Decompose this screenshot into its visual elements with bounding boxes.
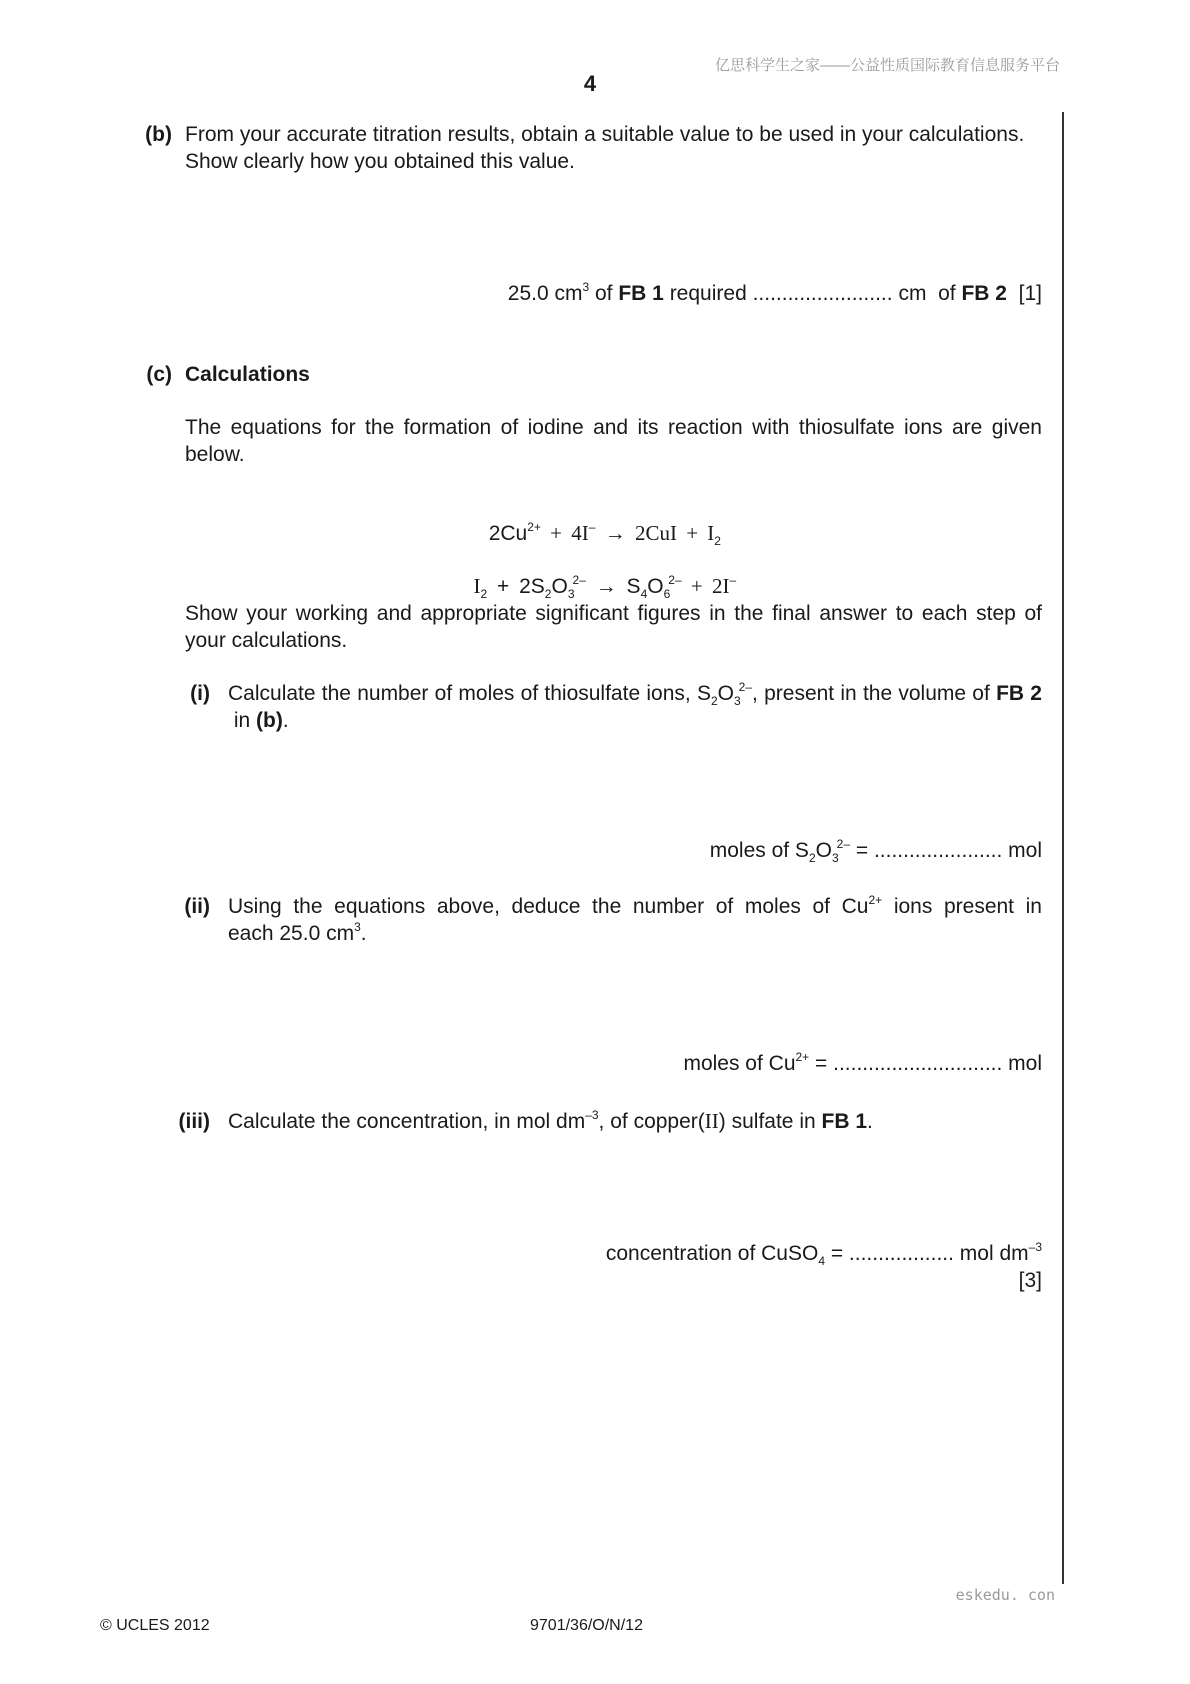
part-c-i-answer-line: moles of $S_2O_3^{2-}$ = ...................... mol [709,837,1042,865]
part-c-i-text: Calculate the number of moles of thiosulfate ions, $S_2O_3^{2-}$, present in the volume of FB 2 in (b). [228,680,1042,732]
part-c-ii-text-line-2: each 25.0 $cm^3$. [228,920,367,945]
part-c-ii-text-line-1: Using the equations above, deduce the number of moles of $Cu^{2+}$ ions present in [228,893,1042,918]
part-b-text-line-1: From your accurate titration results, obtain a suitable value to be used in your calculations. [185,123,1025,146]
bottom-watermark: eskedu. con [955,1586,1055,1604]
part-c-intro: The equations for the formation of iodine and its reaction with thiosulfate ions are given below. [185,416,1042,466]
part-c-mark: [3] [1018,1269,1042,1292]
part-b-text-line-2: Show clearly how you obtained this value. [185,150,575,173]
part-c-heading: Calculations [185,363,310,386]
part-c-working-instruction: Show your working and appropriate significant figures in the final answer to each step of your calculations. [185,602,1042,652]
part-c-ii-answer-line: moles of $Cu^{2+}$ = ............................. mol [683,1050,1042,1075]
margin-rule [1062,112,1064,1584]
footer-copyright: © UCLES 2012 [100,1617,210,1634]
equation-iodine-formation: $2Cu^{2+} + 4I^- \to 2CuI + I_2$ [488,520,721,548]
part-c-i-label: (i) [190,682,210,705]
part-b-answer-line: 25.0 $cm^3$ of FB 1 required ........................ cm of FB 2 [1] [507,280,1042,305]
top-watermark: 亿思科学生之家——公益性质国际教育信息服务平台 [714,57,1060,74]
equation-thiosulfate-reaction: $I_2 + 2S_2O_3^{2-} \to S_4O_6^{2-} + 2I^-$ [473,573,737,601]
part-c-label: (c) [146,363,172,386]
page-number: 4 [583,71,597,96]
part-b-label: (b) [145,123,172,146]
part-c-iii-label: (iii) [178,1110,210,1133]
footer-paper-code: 9701/36/O/N/12 [530,1617,643,1634]
part-c-iii-text: Calculate the concentration, in mol $dm^{-3}$, of copper(II) sulfate in FB 1. [228,1108,873,1133]
part-c-iii-answer-line: concentration of CuSO$_4$ = .................. mol $dm^{-3}$ [605,1240,1042,1268]
part-c-ii-label: (ii) [184,895,210,918]
